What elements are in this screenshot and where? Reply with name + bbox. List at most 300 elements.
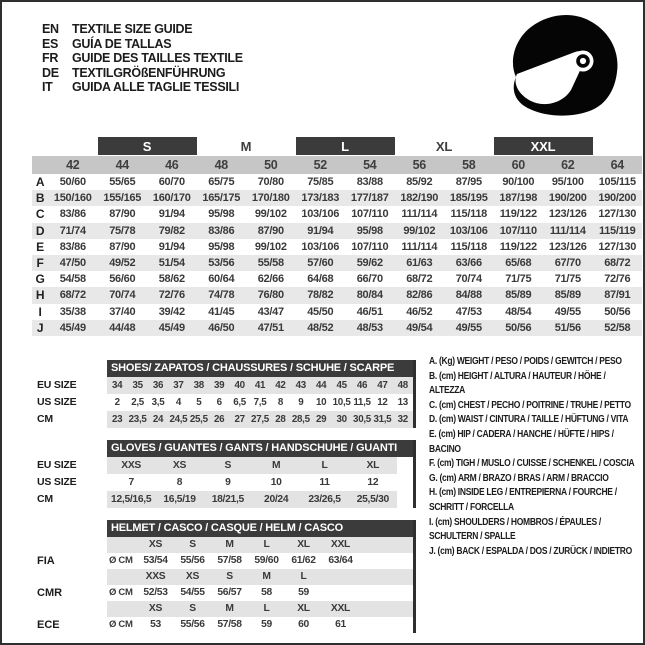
measurement-value: 68/72 (406, 273, 433, 286)
gloves-eu-row (107, 457, 397, 474)
measurement-value: 48/52 (307, 321, 334, 334)
helmet-size-label: M (262, 571, 271, 582)
row-letter: E (36, 239, 44, 254)
helmet-cm-value: 59/60 (254, 555, 279, 566)
legend-item: B. (cm) HEIGHT / ALTURA / HAUTEUR / HÖHE / ALTEZZA (429, 370, 606, 397)
shoe-us-size: 7,5 (253, 397, 267, 408)
measurement-value: 165/175 (202, 192, 241, 205)
glove-eu-size: S (224, 460, 232, 471)
helmet-table-header: HELMET / CASCO / CASQUE / HELM / CASCO (107, 520, 413, 537)
row-label: CM (37, 413, 53, 425)
shoe-cm-size: 30,5 (353, 414, 371, 425)
shoe-cm-size: 24,5 (169, 414, 188, 425)
measurement-value: 49/52 (109, 256, 136, 269)
measurement-value: 91/94 (158, 208, 185, 221)
measurement-value: 87/91 (604, 289, 631, 302)
helmet-cm-value: 61 (335, 619, 346, 630)
helmet-value-row (107, 617, 413, 633)
gloves-cm-row (107, 491, 397, 508)
shoe-cm-size: 23,5 (128, 414, 147, 425)
measurement-value: 44/48 (109, 321, 136, 334)
measurement-legend (429, 355, 643, 559)
size-group-label (197, 137, 296, 155)
size-group-text: M (240, 138, 252, 154)
measurement-value: 71/75 (554, 273, 581, 286)
language-title-row (42, 66, 243, 81)
measurement-value: 39/42 (158, 305, 185, 318)
measurement-value: 60/70 (158, 176, 185, 188)
row-letter: F (36, 255, 44, 270)
shoe-eu-size: 35 (132, 380, 143, 391)
measurement-value: 53/56 (208, 256, 235, 269)
row-letter: B (35, 191, 45, 206)
measurement-value: 56/60 (109, 273, 136, 286)
size-group-text: XXL (530, 138, 556, 154)
helmet-icon (505, 14, 627, 118)
helmet-size-label: M (225, 539, 234, 550)
measurement-value: 70/80 (257, 176, 284, 188)
shoe-cm-size: 28 (275, 414, 286, 425)
measurement-value: 155/165 (103, 192, 142, 205)
helmet-cm-value: 61/62 (291, 555, 316, 566)
shoe-us-size: 6,5 (233, 397, 246, 408)
helmet-cm-value (322, 585, 359, 601)
measurement-value: 103/106 (449, 224, 488, 237)
row-letter: C (35, 207, 45, 222)
measurement-value: 47/50 (59, 256, 86, 269)
size-number: 50 (264, 158, 278, 172)
size-number: 42 (66, 158, 80, 172)
helmet-cm-value: 57/58 (217, 555, 242, 566)
shoe-us-size: 5 (196, 397, 202, 408)
shoe-cm-size: 27,5 (251, 414, 269, 425)
measurement-value: 43/47 (257, 305, 284, 318)
measurement-value: 37/40 (109, 305, 136, 318)
measurement-value: 49/54 (406, 321, 433, 334)
measurement-value: 87/90 (257, 224, 284, 237)
legend-item: I. (cm) SHOULDERS / HOMBROS / ÉPAULES / SCHULTERN / SPALLE (429, 516, 601, 543)
measurement-value: 46/52 (406, 305, 433, 318)
measurement-value: 115/118 (450, 208, 487, 221)
size-number: 64 (610, 158, 624, 172)
shoe-cm-size: 30 (336, 414, 347, 425)
row-label: EU SIZE (37, 379, 77, 391)
measurement-value: 58/62 (158, 273, 185, 286)
size-group-row (32, 137, 642, 155)
measurement-value: 51/54 (158, 256, 185, 269)
shoe-us-size: 12 (377, 397, 388, 408)
standard-name-text: ECE (37, 619, 60, 631)
shoe-eu-size: 41 (254, 380, 266, 391)
measurement-value: 47/51 (257, 321, 284, 334)
measurement-value: 123/126 (548, 208, 587, 221)
helmet-standard-group (107, 569, 413, 601)
standard-name-text: CMR (37, 587, 63, 599)
shoe-us-size: 11,5 (353, 397, 371, 408)
measurement-value: 59/62 (356, 256, 383, 269)
measurement-value: 190/200 (598, 192, 637, 205)
measurement-value: 80/84 (356, 289, 383, 302)
row-letter: I (38, 304, 42, 319)
measurement-value: 90/100 (502, 176, 535, 188)
shoe-us-size: 8 (277, 397, 283, 408)
helmet-value-row (107, 553, 413, 569)
measurement-value: 71/75 (505, 273, 532, 286)
shoe-cm-size: 24 (152, 414, 164, 425)
size-number: 58 (462, 158, 476, 172)
diameter-unit-label: Ø CM (109, 619, 133, 630)
measurement-value: 160/170 (152, 192, 191, 205)
shoe-eu-size: 46 (356, 380, 368, 391)
size-number: 62 (561, 158, 575, 172)
shoe-eu-size: 36 (152, 380, 164, 391)
measurement-value: 48/53 (356, 321, 383, 334)
row-letter: G (35, 272, 45, 287)
measurement-value: 76/80 (257, 289, 284, 302)
measurement-value: 71/74 (59, 224, 86, 237)
measurement-rows (32, 174, 642, 336)
measurement-value: 107/110 (351, 208, 389, 221)
helmet-size-label: S (189, 603, 196, 614)
measurement-value: 47/53 (455, 305, 482, 318)
measurement-value: 95/98 (208, 240, 235, 253)
measurement-value: 95/98 (356, 224, 383, 237)
measurement-value: 72/76 (604, 273, 631, 286)
measurement-value: 185/195 (449, 192, 488, 205)
shoes-cm-row (107, 411, 413, 428)
language-title-list (42, 22, 243, 95)
shoe-eu-size: 47 (377, 380, 388, 391)
size-number: 60 (511, 158, 525, 172)
measurement-value: 91/94 (158, 240, 185, 253)
measurement-value: 48/54 (505, 305, 532, 318)
shoes-size-table (37, 360, 416, 428)
helmet-standard-labels (37, 537, 103, 633)
measurement-row (32, 287, 642, 303)
helmet-cm-value: 52/53 (143, 587, 168, 598)
row-label: US SIZE (37, 396, 77, 408)
measurement-value: 45/49 (158, 321, 185, 334)
textile-size-table (32, 137, 642, 336)
legend-item: E. (cm) HIP / CADERA / HANCHE / HÜFTE / HIPS / BACINO (429, 428, 614, 455)
glove-cm-size: 25,5/30 (356, 494, 389, 505)
measurement-value: 78/82 (307, 289, 334, 302)
gloves-table-header: GLOVES / GUANTES / GANTS / HANDSCHUHE / GUANTI (107, 440, 413, 457)
helmet-size-label: L (263, 539, 270, 550)
shoe-us-size: 2 (114, 397, 120, 408)
measurement-value: 55/58 (257, 256, 284, 269)
language-title: GUIDE DES TAILLES TEXTILE (72, 51, 243, 66)
size-group-label (494, 137, 593, 155)
measurement-value: 57/60 (307, 256, 334, 269)
measurement-value: 83/88 (356, 176, 383, 188)
helmet-size-label: S (189, 539, 196, 550)
measurement-value: 68/72 (59, 289, 86, 302)
measurement-value: 67/70 (554, 256, 581, 269)
diameter-unit-label: Ø CM (109, 555, 133, 566)
helmet-cm-value: 59 (298, 587, 309, 598)
helmet-cm-value: 53/54 (143, 555, 168, 566)
glove-us-size: 9 (225, 477, 231, 488)
shoe-cm-size: 25,5 (189, 414, 208, 425)
measurement-value: 170/180 (251, 192, 290, 205)
measurement-row (32, 271, 642, 287)
measurement-value: 103/106 (301, 240, 340, 253)
size-group-text: S (142, 138, 152, 154)
measurement-value: 119/122 (499, 208, 537, 221)
shoe-us-size: 10,5 (332, 397, 351, 408)
measurement-value: 107/110 (351, 240, 389, 253)
helmet-cm-value: 60 (298, 619, 309, 630)
measurement-value: 83/86 (208, 224, 235, 237)
measurement-value: 68/72 (604, 256, 631, 269)
helmet-size-label: XL (297, 603, 310, 614)
language-title: TEXTILE SIZE GUIDE (72, 22, 193, 36)
helmet-cm-value: 63/64 (328, 555, 353, 566)
measurement-value: 63/66 (455, 256, 482, 269)
measurement-value: 85/92 (406, 176, 433, 188)
shoe-cm-size: 23 (112, 414, 123, 425)
language-code: ES (42, 36, 59, 51)
measurement-row (32, 255, 642, 271)
measurement-value: 79/82 (158, 224, 185, 237)
gloves-size-table (37, 440, 416, 508)
helmet-cm-value: 59 (261, 619, 272, 630)
helmet-size-label: XS (185, 571, 200, 582)
size-number-band (32, 156, 642, 174)
helmet-cm-value: 54/55 (180, 587, 205, 598)
measurement-value: 87/90 (109, 208, 136, 221)
measurement-value: 115/119 (599, 224, 636, 237)
measurement-value: 61/63 (406, 256, 433, 269)
size-group-label (395, 137, 494, 155)
legend-item: F. (cm) TIGH / MUSLO / CUISSE / SCHENKEL / COSCIA (429, 458, 635, 470)
shoe-eu-size: 45 (336, 380, 347, 391)
legend-item: A. (Kg) WEIGHT / PESO / POIDS / GEWITCH / PESO (429, 356, 622, 367)
standard-name (37, 601, 103, 633)
helmet-size-table (37, 520, 416, 633)
glove-eu-size: L (321, 460, 328, 471)
helmet-standard-groups (107, 537, 413, 633)
measurement-value: 177/187 (350, 192, 389, 205)
measurement-value: 55/65 (109, 176, 136, 188)
measurement-value: 127/130 (598, 208, 637, 221)
helmet-cm-value: 57/58 (217, 619, 242, 630)
shoes-row-labels (37, 377, 103, 428)
measurement-value: 182/190 (400, 192, 439, 205)
measurement-value: 173/183 (301, 192, 340, 205)
glove-cm-size: 23/26,5 (308, 494, 341, 505)
measurement-value: 99/102 (254, 240, 287, 253)
measurement-value: 190/200 (548, 192, 587, 205)
measurement-value: 105/115 (598, 176, 636, 188)
measurement-value: 91/94 (307, 224, 334, 237)
measurement-value: 107/110 (499, 224, 537, 237)
measurement-row (32, 239, 642, 255)
measurement-value: 64/68 (307, 273, 334, 286)
measurement-value: 119/122 (499, 240, 537, 253)
measurement-value: 45/50 (307, 305, 334, 318)
helmet-size-label: XS (148, 539, 163, 550)
measurement-row (32, 223, 642, 239)
legend-item: D. (cm) WAIST / CINTURA / TAILLE / HÜFTUNG / VITA (429, 414, 629, 426)
measurement-row (32, 320, 642, 336)
measurement-value: 84/88 (455, 289, 482, 302)
shoe-us-size: 13 (397, 397, 408, 408)
helmet-size-row (107, 537, 413, 553)
language-title-row (42, 22, 243, 37)
helmet-size-label: S (226, 571, 233, 582)
helmet-standard-group (107, 601, 413, 633)
standard-name (37, 569, 103, 601)
shoe-eu-size: 42 (275, 380, 286, 391)
measurement-value: 72/76 (158, 289, 185, 302)
shoe-cm-size: 27 (234, 414, 245, 425)
measurement-value: 65/68 (505, 256, 532, 269)
shoe-eu-size: 40 (234, 380, 245, 391)
row-letter: A (35, 175, 45, 189)
measurement-value: 66/70 (356, 273, 383, 286)
measurement-value: 46/50 (208, 321, 235, 334)
measurement-value: 187/198 (499, 192, 538, 205)
measurement-value: 75/85 (307, 176, 334, 188)
measurement-value: 50/56 (604, 305, 631, 318)
measurement-value: 111/114 (549, 224, 586, 237)
measurement-value: 85/89 (505, 289, 532, 302)
size-number: 52 (313, 158, 327, 172)
measurement-value: 62/66 (257, 273, 284, 286)
shoe-cm-size: 29 (316, 414, 327, 425)
measurement-value: 65/75 (208, 176, 235, 188)
language-title-row (42, 37, 243, 52)
shoe-cm-size: 32 (397, 414, 408, 425)
size-number: 54 (363, 158, 377, 172)
row-letter: D (35, 223, 45, 238)
size-number: 48 (214, 158, 228, 172)
diameter-unit-label: Ø CM (109, 587, 133, 598)
shoe-eu-size: 44 (316, 380, 327, 391)
empty-cell (107, 537, 137, 553)
legend-item: C. (cm) CHEST / PECHO / POITRINE / TRUHE / PETTO (429, 399, 631, 411)
measurement-value: 87/95 (455, 176, 482, 188)
shoe-eu-size: 48 (397, 380, 408, 391)
size-number: 56 (412, 158, 426, 172)
shoe-us-size: 10 (316, 397, 327, 408)
measurement-value: 115/118 (450, 240, 487, 253)
empty-cell (107, 601, 137, 617)
shoe-cm-size: 26 (214, 414, 225, 425)
glove-cm-size: 12,5/16,5 (111, 494, 152, 505)
measurement-value: 70/74 (109, 289, 136, 302)
helmet-size-label: XXL (330, 603, 351, 614)
measurement-value: 35/38 (59, 305, 86, 318)
gloves-us-row (107, 474, 397, 491)
shoe-cm-size: 31,5 (373, 414, 392, 425)
helmet-size-label: XXL (330, 539, 351, 550)
language-title-row (42, 80, 243, 95)
glove-us-size: 7 (128, 477, 134, 488)
helmet-cm-value: 56/57 (217, 587, 242, 598)
measurement-value: 74/78 (208, 289, 235, 302)
shoe-us-size: 6 (216, 397, 222, 408)
size-number: 46 (165, 158, 179, 172)
measurement-value: 95/98 (208, 208, 235, 221)
row-label: EU SIZE (37, 459, 77, 471)
helmet-size-label: L (263, 603, 270, 614)
helmet-size-label (322, 569, 359, 585)
measurement-value: 60/64 (208, 273, 235, 286)
legend-item: J. (cm) BACK / ESPALDA / DOS / ZURÜCK / INDIETRO (429, 545, 632, 557)
shoe-us-size: 3,5 (151, 397, 165, 408)
size-number: 44 (115, 158, 129, 172)
measurement-value: 111/114 (401, 240, 438, 253)
helmet-size-row (107, 601, 413, 617)
measurement-value: 52/58 (604, 321, 631, 334)
helmet-size-label: XS (148, 603, 163, 614)
glove-cm-size: 16,5/19 (163, 494, 196, 505)
shoe-eu-size: 37 (173, 380, 184, 391)
legend-item: G. (cm) ARM / BRAZO / BRAS / ARM / BRACCIO (429, 472, 609, 484)
shoes-eu-row (107, 377, 413, 394)
size-group-text: L (341, 138, 349, 154)
language-title: GUÍA DE TALLAS (72, 36, 172, 51)
helmet-size-label: L (300, 571, 307, 582)
glove-cm-size: 20/24 (264, 494, 289, 505)
measurement-value: 75/78 (109, 224, 136, 237)
row-letter: H (35, 288, 45, 303)
glove-eu-size: XS (172, 460, 187, 471)
measurement-value: 150/160 (53, 192, 92, 205)
helmet-cm-value: 58 (261, 587, 272, 598)
row-label: CM (37, 493, 53, 505)
measurement-value: 49/55 (455, 321, 482, 334)
measurement-row (32, 304, 642, 320)
measurement-value: 95/100 (551, 176, 584, 188)
measurement-value: 49/55 (554, 305, 581, 318)
measurement-row (32, 174, 642, 190)
glove-eu-size: XXS (121, 460, 142, 471)
measurement-value: 46/51 (356, 305, 383, 318)
row-letter: J (36, 320, 44, 335)
glove-cm-size: 18/21,5 (211, 494, 244, 505)
helmet-cm-value: 53 (150, 619, 161, 630)
measurement-value: 41/45 (208, 305, 235, 318)
language-title: TEXTILGRÖßENFÜHRUNG (72, 65, 226, 80)
glove-us-size: 11 (319, 477, 330, 488)
measurement-value: 54/58 (59, 273, 86, 286)
measurement-value: 51/56 (554, 321, 581, 334)
measurement-value: 103/106 (301, 208, 340, 221)
shoes-table-header: SHOES/ ZAPATOS / CHAUSSURES / SCHUHE / SCARPE (107, 360, 413, 377)
size-group-text: XL (435, 138, 453, 154)
language-code: EN (42, 22, 59, 36)
shoe-eu-size: 39 (214, 380, 225, 391)
measurement-value: 85/89 (554, 289, 581, 302)
row-label: US SIZE (37, 476, 77, 488)
language-code: FR (42, 51, 59, 66)
measurement-value: 82/86 (406, 289, 433, 302)
measurement-value: 45/49 (59, 321, 86, 334)
helmet-size-label: M (225, 603, 234, 614)
measurement-value: 50/56 (505, 321, 532, 334)
size-group-label (296, 137, 395, 155)
measurement-value: 127/130 (598, 240, 637, 253)
measurement-value: 83/86 (59, 208, 86, 221)
helmet-value-row (107, 585, 413, 601)
language-title: GUIDA ALLE TAGLIE TESSILI (72, 80, 240, 95)
gloves-row-labels (37, 457, 103, 508)
shoe-us-size: 4 (175, 397, 181, 408)
